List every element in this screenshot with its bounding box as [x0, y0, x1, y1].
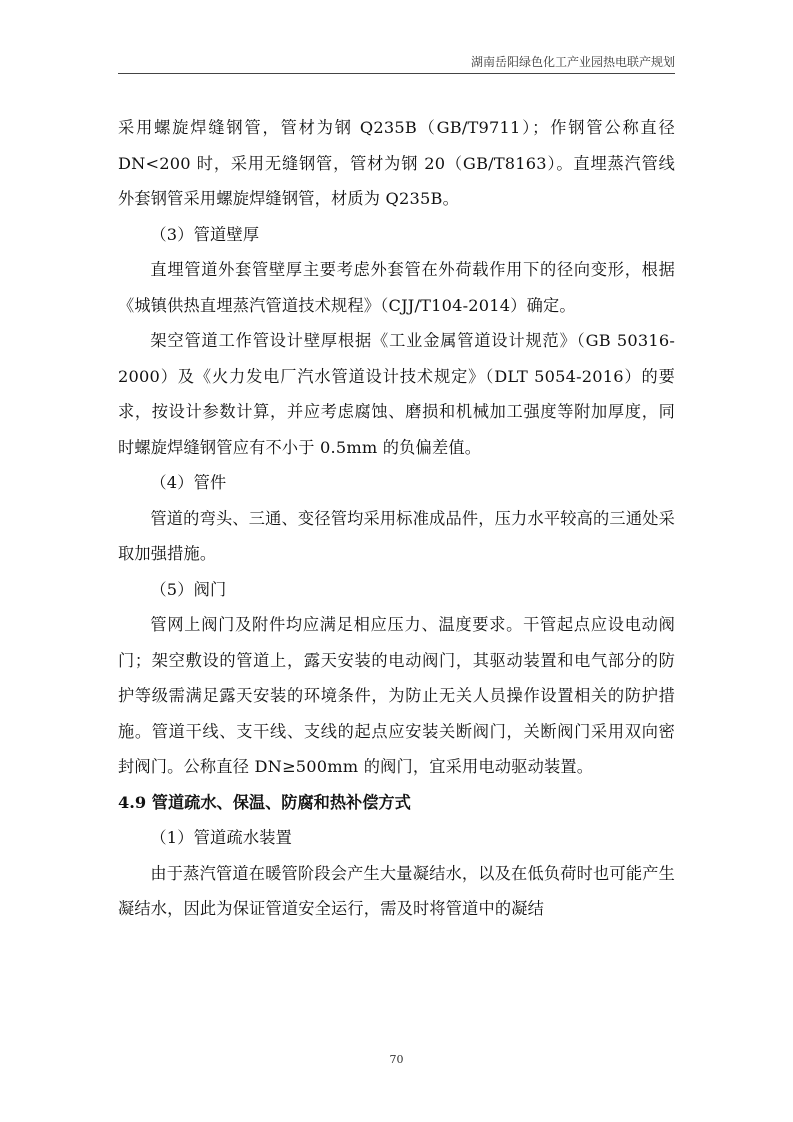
header-rule — [118, 73, 675, 74]
page-number: 70 — [389, 1053, 404, 1066]
running-header: 湖南岳阳绿色化工产业园热电联产规划 — [470, 55, 675, 69]
section-heading: 4.9 管道疏水、保温、防腐和热补偿方式 — [118, 792, 411, 812]
paragraph-valves: 管网上阀门及附件均应满足相应压力、温度要求。干管起点应设电动阀门；架空敷设的管道上，露天安装的电动阀门，其驱动装置和电气部分的防护等级需满足露天安装的环境条件，为防止无关人员操作设置相关的防护措施。管道干线、支干线、支线的起点应安装关断阀门，关断阀门采用双向密封阀门。公称直径 DN≥500mm 的阀门，宜采用电动驱动装置。 — [118, 615, 675, 776]
paragraph-drainage: 由于蒸汽管道在暖管阶段会产生大量凝结水，以及在低负荷时也可能产生凝结水，因此为保证管道安全运行，需及时将管道中的凝结 — [118, 863, 675, 918]
subheading-wall-thickness: （3）管道壁厚 — [150, 224, 260, 244]
paragraph-fittings: 管道的弯头、三通、变径管均采用标准成品件，压力水平较高的三通处采取加强措施。 — [118, 508, 675, 563]
paragraph-buried-casing: 直埋管道外套管壁厚主要考虑外套管在外荷载作用下的径向变形，根据《城镇供热直埋蒸汽管道技术规程》（CJJ/T104-2014）确定。 — [118, 260, 675, 315]
paragraph-overhead-wall: 架空管道工作管设计壁厚根据《工业金属管道设计规范》（GB 50316-2000）及《火力发电厂汽水管道设计技术规定》（DLT 5054-2016）的要求，按设计参数计算，并应考虑腐蚀、磨损和机械加工强度等附加厚度，同时螺旋焊缝钢管应有不小于 0.5mm 的负偏差值。 — [118, 331, 675, 457]
subheading-drainage: （1）管道疏水装置 — [150, 828, 292, 847]
subheading-valves: （5）阀门 — [150, 579, 227, 599]
subheading-fittings: （4）管件 — [150, 473, 227, 492]
paragraph-pipe-material: 采用螺旋焊缝钢管，管材为钢 Q235B（GB/T9711）；作钢管公称直径 DN<200 时，采用无缝钢管，管材为钢 20（GB/T8163）。直埋蒸汽管线外套钢管采用螺旋焊缝钢管，材质为 Q235B。 — [118, 118, 675, 208]
body-text — [118, 110, 675, 927]
